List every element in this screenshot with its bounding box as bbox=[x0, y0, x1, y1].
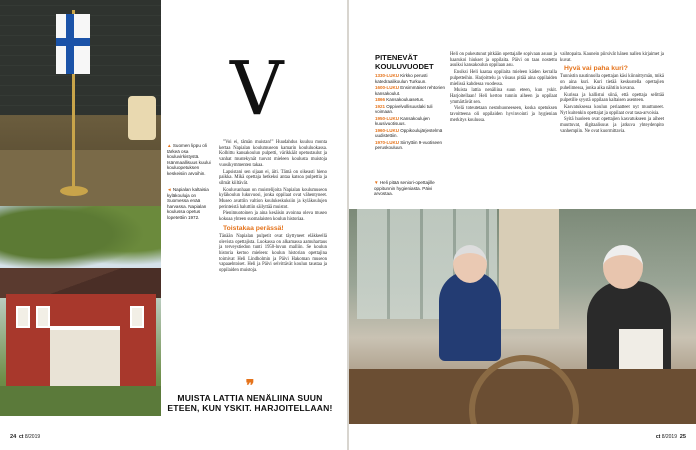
left-body-column bbox=[219, 140, 327, 275]
body-paragraph: Muista lattia nenäliina suun eteen, kun yskit. Harjoitellaan! Heli kertoo tunnin aiheen ja oppilaat ymmärtävät sen. bbox=[450, 88, 557, 105]
page-number: 25 bbox=[679, 434, 686, 440]
timeline-year: 1970-LUKU bbox=[375, 139, 400, 145]
body-paragraph: Kasvatuksessa koulun periaatteet nyt muuttuneet. Nyt kuitenkin opettajat ja oppilaat ovat tasa-arvoisia. bbox=[560, 104, 664, 116]
timeline-text: Oppikoulujärjestelmä uudistettiin. bbox=[375, 127, 443, 139]
issue-number: 8/2019 bbox=[661, 434, 677, 440]
timeline-text: Oppivelvollisuuslaki tuli voimaan. bbox=[375, 103, 433, 115]
body-paragraph: Kurissa ja kallistui siinä, että opettaja selittää pulpetille syystä oppilaan kaltaisen asenteen. bbox=[560, 92, 664, 104]
caption-text: Heli pitää seniori-opettajille oppitunnin hygieniasta. Päivi arvostaa. bbox=[374, 180, 435, 197]
spinning-wheel-shape bbox=[469, 355, 579, 424]
quote-mark-icon: ❞ bbox=[245, 378, 255, 395]
body-paragraph: vaihtopaita. Kaunein piirsivät hänen nallen kirjaimet ja kuvat. bbox=[560, 52, 664, 63]
page-number: 24 bbox=[10, 434, 17, 440]
caption-text: Napialan kaltaisia kyläkouluja on Suomessa enää harvassa. Napialan koulussa opetus lopetettiin 1972. bbox=[167, 187, 209, 220]
timeline-item bbox=[375, 140, 447, 151]
left-folio bbox=[10, 434, 40, 440]
timeline-text: Kirkko perusti katedraalikoulun Turkuun. bbox=[375, 73, 428, 84]
window-shape bbox=[36, 306, 50, 328]
house-photo-caption bbox=[167, 187, 219, 221]
schoolhouse-photo bbox=[0, 206, 161, 416]
body-paragraph: Lapsistani sen sijaan ei, äiti. Tämä on oikeasti hieno paikka. Mikä opettaja hetkeksi antaa katsoa pulpettia ja silmät kiiltävät. bbox=[219, 169, 327, 186]
right-body-column-2 bbox=[560, 52, 664, 135]
body-paragraph: Kouluvanhaan on muistelijoita Napialan koulumuseon kyläkoulun lukuvuosi, jonka oppilaat ovat vähentyneet. Museo avattiin valtion koulukeskuksiin ja kyläkoulujen perinteistä haluttiin säilyttää muistot. bbox=[219, 187, 327, 210]
body-paragraph: Pienimuotoinen ja aina kesäisin avoinna oleva museo kokoaa yhteen suomalaisten koulun historiaa. bbox=[219, 211, 327, 223]
seated-teacher-head bbox=[453, 245, 487, 283]
section-subhead: Toistakaa perässä! bbox=[223, 224, 284, 232]
sidebar-title: PITENEVÄT KOULUVUODET bbox=[375, 53, 434, 71]
timeline-list bbox=[375, 73, 447, 151]
window-shape bbox=[130, 306, 144, 328]
teachers-photo bbox=[349, 209, 696, 424]
timeline-text: Ensimmäiset rehtorien kansakoulut. bbox=[375, 85, 446, 96]
timeline-sidebar bbox=[375, 54, 447, 152]
body-paragraph: Heli on pukeutunut pitkään opettajalle sopivaan asuun ja haarukoi hiukset ja oppilaita. Päivi on taas nostettu asuiksi kansakoulun oppilaan asu. bbox=[450, 52, 557, 69]
flag-photo-caption bbox=[167, 143, 219, 177]
timeline-item bbox=[375, 128, 447, 139]
drop-cap: V bbox=[230, 46, 284, 132]
caption-arrow-icon: ◄ bbox=[167, 187, 173, 192]
standing-teacher-head bbox=[603, 245, 643, 289]
magazine-logo: ct bbox=[655, 434, 661, 440]
body-paragraph: Tunnistin nautinnolla opettajan käsi kiinnittymän, mikä on aina kuri. Kuri tietää keskustella opettajien puhelimessa, jonka aika nähtiin kovana. bbox=[560, 74, 664, 91]
window-shape bbox=[16, 306, 30, 328]
timeline-item bbox=[375, 85, 447, 96]
pull-quote-text: MUISTA LATTIA NENÄLIINA SUUN ETEEN, KUN YSKIT. HARJOITELLAAN! bbox=[167, 393, 333, 413]
timeline-year: 1960-LUKU bbox=[375, 127, 400, 133]
grass-shape bbox=[0, 386, 161, 416]
caption-text: Suomen lippu oli tärkeä osa kouluvirkistystä. Isänmaallisuus kuului kouluopetuksen keskeisiin arvoihin. bbox=[167, 143, 211, 176]
right-folio bbox=[656, 434, 686, 440]
teachers-photo-caption bbox=[374, 180, 440, 197]
flag-base-shape bbox=[60, 186, 88, 196]
trees-shape bbox=[0, 206, 161, 276]
section-subhead: Hyvä vai paha kuri? bbox=[564, 65, 628, 73]
timeline-text: Siirryttiin 9-vuotiseen peruskouluun. bbox=[375, 139, 443, 151]
timeline-item bbox=[375, 116, 447, 127]
body-paragraph: ”Voi ei, tämän muistan!” Huudahdus kuuluu monta kertaa Napialan koulumuseon kamarin koululuokassa. Kolhittu kansakoulun pulpetti, värikkäät opetustaulut ja vanhat mustekynät tuovat mieleen koulusta muistoja vuosikymmenten takaa. bbox=[219, 140, 327, 168]
body-paragraph: Ensiksi Heli kaataa oppilaita mieleen käden kerralla pulpetteihin. Harjoittelu ja viisaus pitää aina oppilaiden mielissä kahdessa vuodessa. bbox=[450, 70, 557, 87]
body-paragraph: Syitä huoleen ovat opettajien kasvatukseen ja aiheet muuttuvat, digitaalisuus ja jatkuva yhteydenpito vanhempiin. Ne ovat kuormittavia. bbox=[560, 117, 664, 134]
timeline-year: 1600-LUKU bbox=[375, 85, 400, 91]
desk-shape bbox=[0, 150, 161, 206]
porch-shape bbox=[50, 326, 120, 386]
timeline-text: Kansakoulujen kuusivuotisuus. bbox=[375, 115, 430, 127]
timeline-item bbox=[375, 104, 447, 115]
timeline-year: 1950-LUKU bbox=[375, 115, 400, 121]
caption-arrow-icon: ▲ bbox=[167, 143, 173, 148]
seated-teacher-figure bbox=[439, 271, 501, 361]
body-paragraph: Tänään Napialan pulpetit ovat täyttyneet eläkkeellä olevista opettajista. Luokassa on alkamassa aamuhartaus ja terveystiedon tunti 1950-luvun malliin. Se koulun historia kertoo mieleen: koulun historian opettajina toimivat Heli Lindholmin ja Päivi Hakoman museon vapaaehtoiset. Heli ja Päivi selvittävät koulun taustaa ja oppilaiden muistoja. bbox=[219, 233, 327, 274]
issue-number: 8/2019 bbox=[24, 434, 41, 440]
timeline-item bbox=[375, 73, 447, 84]
timeline-year: 1921 bbox=[375, 103, 386, 109]
magazine-logo: ct bbox=[19, 434, 24, 440]
timeline-year: 1330-LUKU bbox=[375, 73, 400, 79]
left-page bbox=[0, 0, 347, 450]
lamp-shape bbox=[128, 96, 156, 140]
timeline-text: Kansakouluasetus. bbox=[386, 97, 425, 103]
curtain-shape bbox=[499, 209, 559, 329]
timeline-item bbox=[375, 97, 447, 103]
body-paragraph: Vielä toteutetaan nestohuoneeseen, koska opetuksen tavoitteena oli oppilaiden hyvinvointi ja hygienian merkitys koulussa. bbox=[450, 106, 557, 123]
finnish-flag-icon bbox=[56, 14, 90, 74]
right-body-column-1 bbox=[450, 52, 557, 124]
timeline-year: 1866 bbox=[375, 97, 386, 103]
pull-quote bbox=[165, 380, 335, 414]
flag-classroom-photo bbox=[0, 0, 161, 206]
caption-arrow-icon: ▼ bbox=[374, 180, 380, 185]
